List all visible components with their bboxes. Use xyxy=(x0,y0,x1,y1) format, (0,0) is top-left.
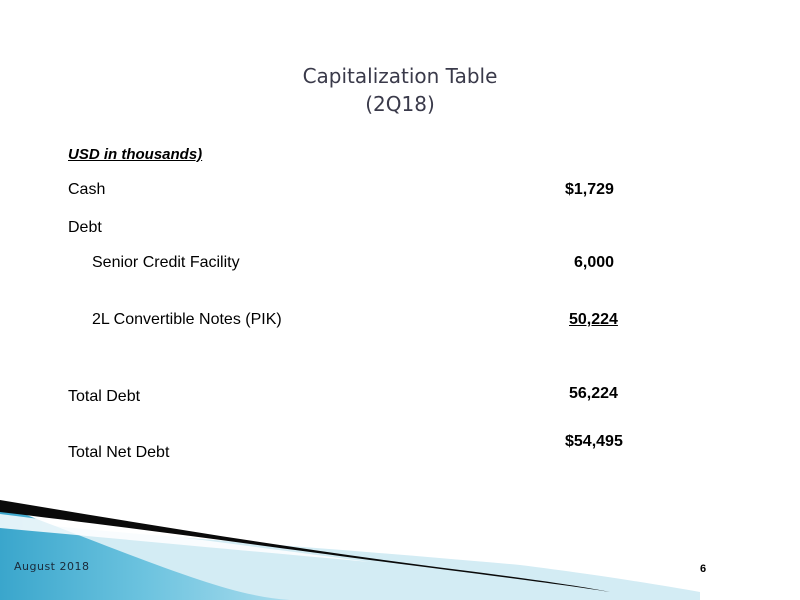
row-value-total-debt: 56,224 xyxy=(569,385,618,402)
row-label-total-debt: Total Debt xyxy=(68,388,141,405)
page-number: 6 xyxy=(700,563,707,575)
row-label-2l-convertible-notes: 2L Convertible Notes (PIK) xyxy=(92,311,282,328)
units-label: USD in thousands) xyxy=(68,146,203,163)
row-value-total-net-debt: $54,495 xyxy=(565,433,623,450)
row-label-debt: Debt xyxy=(68,219,102,236)
row-value-cash: $1,729 xyxy=(565,181,614,198)
row-label-senior-credit-facility: Senior Credit Facility xyxy=(92,254,240,271)
slide-title: Capitalization Table xyxy=(302,64,498,88)
slide-subtitle: (2Q18) xyxy=(365,92,435,116)
row-value-2l-convertible-notes: 50,224 xyxy=(569,311,618,328)
row-value-senior-credit-facility: 6,000 xyxy=(574,254,615,271)
footer-wave-decoration xyxy=(0,480,800,600)
row-label-total-net-debt: Total Net Debt xyxy=(68,444,170,461)
footer-date: August 2018 xyxy=(14,560,90,573)
row-label-cash: Cash xyxy=(68,181,106,198)
